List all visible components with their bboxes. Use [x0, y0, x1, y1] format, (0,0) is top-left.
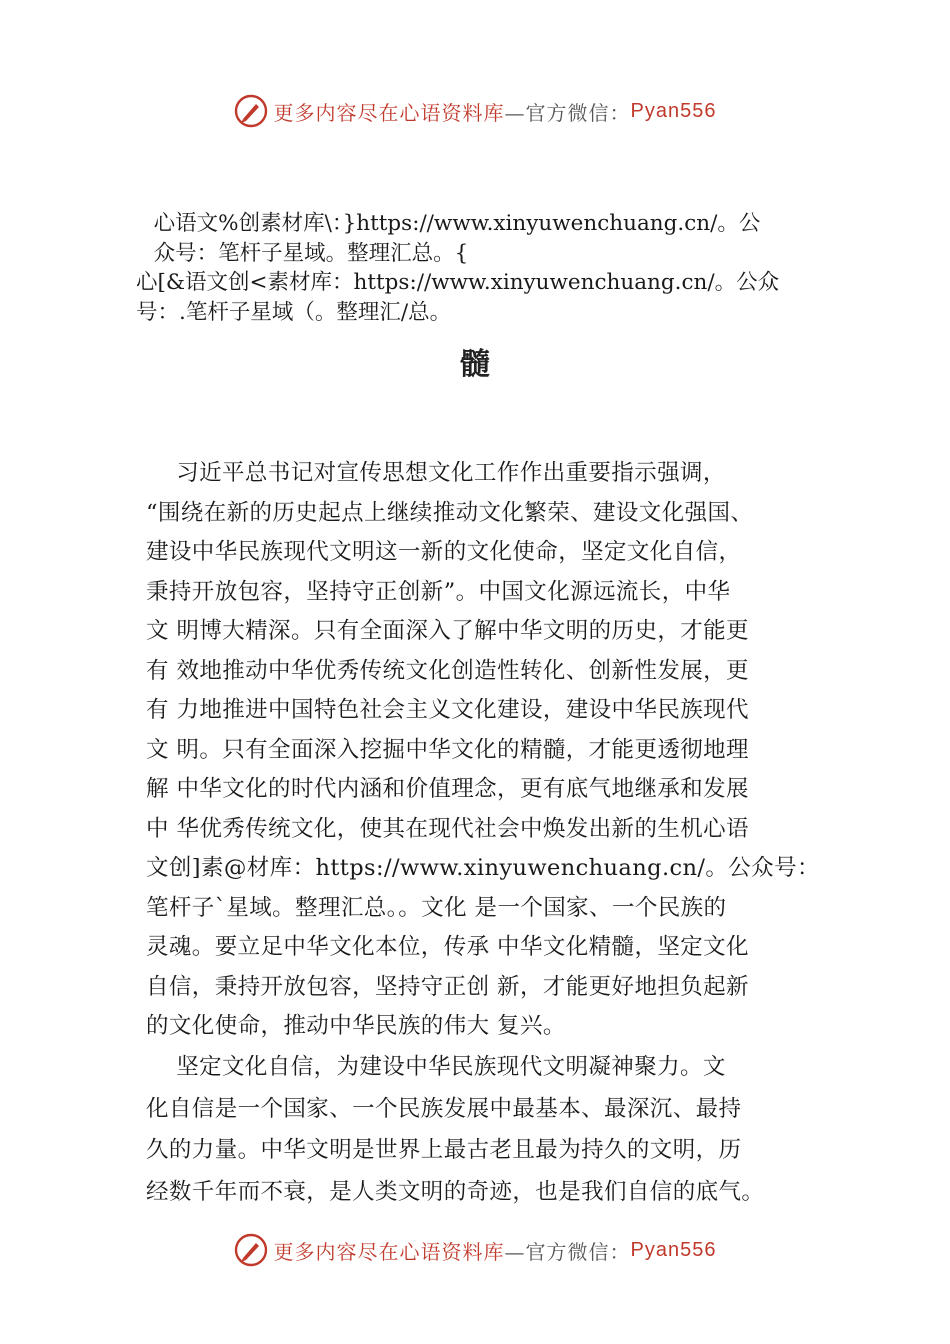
text-line: 文 明博大精深。只有全面深入了解中华文明的历史，才能更 [146, 618, 749, 644]
header-watermark [0, 94, 950, 128]
banner-text: 更多内容尽在心语资料库 [273, 100, 505, 125]
pen-logo-icon [234, 94, 268, 128]
page-title: 髓 [460, 347, 490, 382]
banner-text: 更多内容尽在心语资料库 [273, 1239, 505, 1264]
text-line: 建设中华民族现代文明这一新的文化使命，坚定文化自信， [146, 539, 742, 565]
text-line: 文 明。只有全面深入挖掘中华文化的精髓，才能更透彻地理 [146, 736, 749, 763]
text-line: “围绕在新的历史起点上继续推动文化繁荣、建设文化强国、 [146, 499, 754, 526]
source-note-line: 心[&语文创<素材库：https://www.xinyuwenchuang.cn/。公众 [136, 270, 780, 295]
text-line: 久的力量。中华文明是世界上最古老且最为持久的文明，历 [146, 1137, 742, 1163]
text-line: 灵魂。要立足中华文化本位，传承 中华文化精髓，坚定文化 [146, 934, 749, 960]
text-line: 有 力地推进中国特色社会主义文化建设，建设中华民族现代 [146, 697, 749, 723]
text-line: 化自信是一个国家、一个民族发展中最基本、最深沉、最持 [146, 1095, 742, 1122]
text-line: 经数千年而不衰，是人类文明的奇迹，也是我们自信的底气。 [146, 1178, 765, 1205]
text-line: 自信，秉持开放包容，坚持守正创 新，才能更好地担负起新 [146, 973, 749, 1000]
text-line: 解 中华文化的时代内涵和价值理念，更有底气地继承和发展 [146, 776, 749, 802]
source-note-line: 心语文%创素材库\：}https://www.xinyuwenchuang.cn/。公 [140, 211, 761, 236]
source-note [140, 209, 950, 268]
text-line: 中 华优秀传统文化，使其在现代社会中焕发出新的生机心语 [146, 815, 749, 842]
banner-wechat-id: Pyan556 [630, 99, 717, 122]
text-line: 文创]素@材库：https://www.xinyuwenchuang.cn/。公众号： [146, 855, 820, 881]
source-note-line: 众号：笔杆子星域。整理汇总。{ [140, 240, 469, 266]
source-note [136, 268, 950, 327]
text-line: 秉持开放包容，坚持守正创新”。中国文化源远流长，中华 [146, 578, 731, 605]
text-line: 有 效地推动中华优秀传统文化创造性转化、创新性发展，更 [146, 657, 749, 684]
source-note-line: 号：.笔杆子星域（。整理汇/总。 [136, 299, 452, 325]
banner-separator: —官方微信： [504, 1239, 631, 1264]
text-line: 的文化使命，推动中华民族的伟大 复兴。 [146, 1013, 566, 1039]
paragraph [146, 454, 826, 1047]
pen-logo-icon [234, 1233, 268, 1267]
paragraph [146, 1047, 826, 1213]
footer-watermark [0, 1233, 950, 1267]
text-line: 习近平总书记对宣传思想文化工作作出重要指示强调， [146, 460, 726, 486]
text-line: 笔杆子`星域。整理汇总。。文化 是一个国家、一个民族的 [146, 894, 727, 921]
banner-separator: —官方微信： [504, 100, 631, 125]
banner-wechat-id: Pyan556 [630, 1238, 717, 1261]
text-line: 坚定文化自信，为建设中华民族现代文明凝神聚力。文 [146, 1054, 726, 1080]
